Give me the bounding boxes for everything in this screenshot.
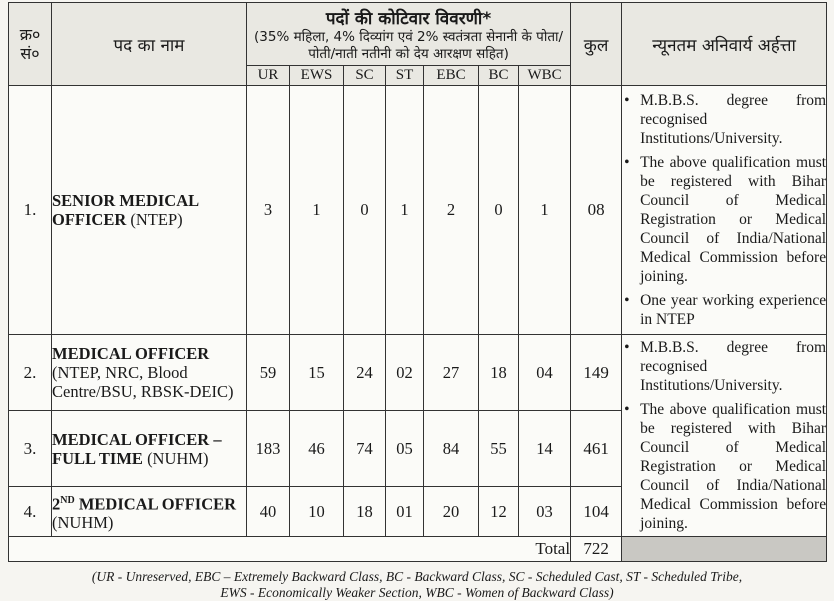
category-sc: SC	[344, 66, 386, 86]
row-total: 461	[571, 411, 622, 487]
qualification-cell	[622, 86, 827, 335]
total-label: Total	[9, 537, 571, 562]
total-row	[9, 537, 827, 562]
value-wbc: 1	[519, 86, 571, 335]
value-ur: 183	[247, 411, 290, 487]
category-bc: BC	[479, 66, 519, 86]
category-breakup-header	[247, 3, 571, 66]
qualification-header: न्यूनतम अनिवार्य अर्हत्ता	[622, 3, 827, 86]
post-name	[52, 86, 247, 335]
table-row	[9, 86, 827, 335]
row-serial: 1.	[9, 86, 52, 335]
footnote-line: (UR - Unreserved, EBC – Extremely Backward Class, BC - Backward Class, SC - Scheduled Cast, ST - Scheduled Tribe,	[91, 569, 743, 584]
value-ur: 40	[247, 487, 290, 537]
value-wbc: 04	[519, 335, 571, 411]
post-name	[52, 411, 247, 487]
breakup-title: पदों की कोटिवार विवरणी*	[325, 8, 492, 29]
row-total: 08	[571, 86, 622, 335]
value-ebc: 84	[424, 411, 479, 487]
category-st: ST	[386, 66, 424, 86]
category-ebc: EBC	[424, 66, 479, 86]
value-bc: 55	[479, 411, 519, 487]
footnote	[8, 569, 826, 601]
qualification-cell	[622, 335, 827, 537]
category-wbc: WBC	[519, 66, 571, 86]
value-sc: 74	[344, 411, 386, 487]
category-ews: EWS	[290, 66, 344, 86]
serial-header: क्र० सं०	[9, 3, 52, 86]
value-ews: 10	[290, 487, 344, 537]
row-serial: 3.	[9, 411, 52, 487]
qualification-item: • The above qualification must be registered with Bihar Council of Medical Registration or Medical Council of India/National Medical Commission before joining.	[622, 153, 826, 286]
qualification-item: • The above qualification must be registered with Bihar Council of Medical Registration or Medical Council of India/National Medical Commission before joining.	[622, 400, 826, 533]
qualification-item: • M.B.B.S. degree from recognised Institutions/University.	[622, 91, 826, 148]
post-name	[52, 335, 247, 411]
value-ebc: 27	[424, 335, 479, 411]
post-name	[52, 487, 247, 537]
post-name-header: पद का नाम	[52, 3, 247, 86]
category-ur: UR	[247, 66, 290, 86]
post-scheme: (NTEP)	[130, 210, 183, 229]
value-ews: 46	[290, 411, 344, 487]
value-ur: 59	[247, 335, 290, 411]
total-header: कुल	[571, 3, 622, 86]
value-wbc: 03	[519, 487, 571, 537]
breakup-note: (35% महिला, 4% दिव्यांग एवं 2% स्वतंत्रता सेनानी के पोता/पोती/नाती नतीनी को देय आरक्षण सहित)	[254, 28, 564, 62]
value-ews: 1	[290, 86, 344, 335]
value-bc: 18	[479, 335, 519, 411]
qualification-item: • M.B.B.S. degree from recognised Institutions/University.	[622, 338, 826, 395]
value-ebc: 2	[424, 86, 479, 335]
post-title: MEDICAL OFFICER – FULL TIME	[52, 429, 222, 468]
empty-cell	[622, 537, 827, 562]
post-scheme: (NTEP, NRC, Blood Centre/BSU, RBSK-DEIC)	[52, 363, 234, 401]
post-title: MEDICAL OFFICER	[52, 344, 210, 363]
value-sc: 0	[344, 86, 386, 335]
value-ur: 3	[247, 86, 290, 335]
value-ews: 15	[290, 335, 344, 411]
row-total: 104	[571, 487, 622, 537]
value-st: 05	[386, 411, 424, 487]
qualification-item: • One year working experience in NTEP	[622, 291, 826, 329]
value-bc: 12	[479, 487, 519, 537]
grand-total: 722	[571, 537, 622, 562]
row-serial: 4.	[9, 487, 52, 537]
post-title: MEDICAL OFFICER	[78, 494, 237, 514]
value-ebc: 20	[424, 487, 479, 537]
post-title: SENIOR MEDICAL OFFICER	[52, 191, 199, 229]
post-scheme: (NUHM)	[147, 448, 209, 468]
value-wbc: 14	[519, 411, 571, 487]
vacancy-table	[8, 2, 827, 562]
row-serial: 2.	[9, 335, 52, 411]
value-bc: 0	[479, 86, 519, 335]
value-sc: 24	[344, 335, 386, 411]
table-row	[9, 335, 827, 411]
post-ordinal: 2	[52, 494, 61, 514]
value-st: 01	[386, 487, 424, 537]
footnote-line: EWS - Economically Weaker Section, WBC - Women of Backward Class)	[220, 585, 614, 600]
value-st: 02	[386, 335, 424, 411]
value-sc: 18	[344, 487, 386, 537]
row-total: 149	[571, 335, 622, 411]
post-ordinal-suffix: ND	[60, 494, 75, 506]
value-st: 1	[386, 86, 424, 335]
post-scheme: (NUHM)	[52, 513, 114, 533]
